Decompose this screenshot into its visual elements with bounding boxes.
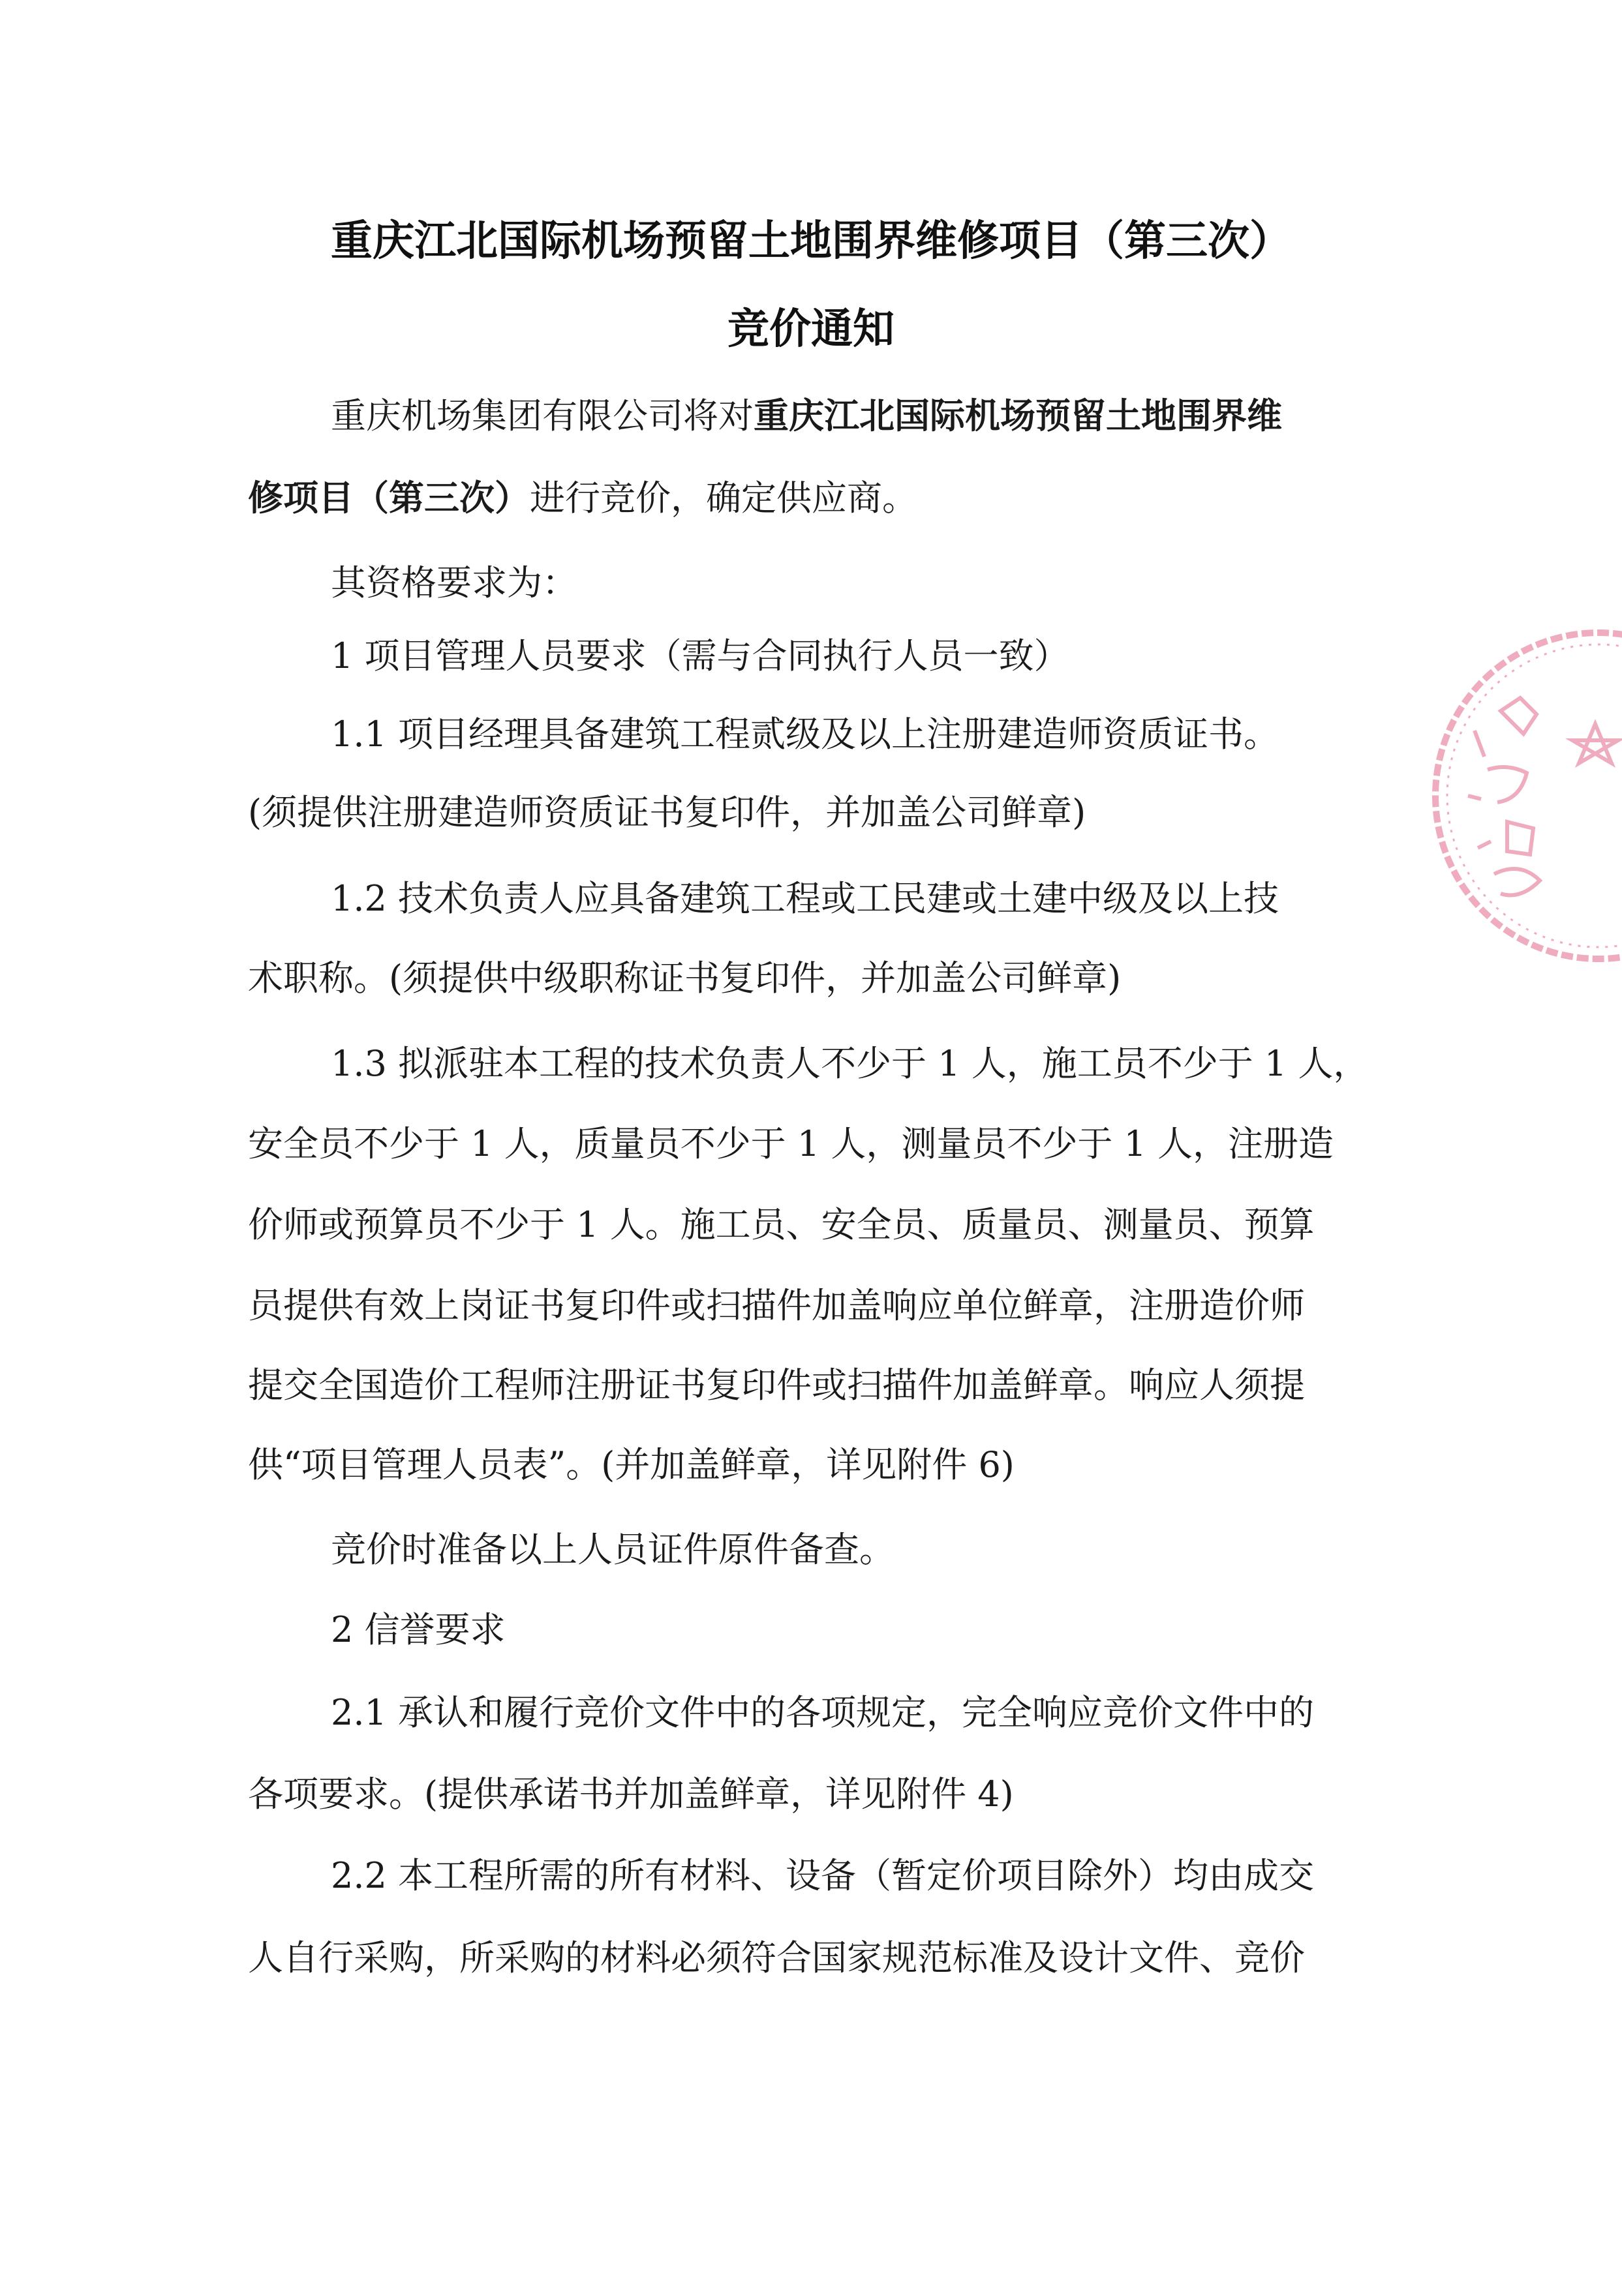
item-2-2-line2: 人自行采购，所采购的材料必须符合国家规范标准及设计文件、竞价 <box>248 1937 1305 1978</box>
company-seal-stamp <box>1429 626 1622 965</box>
item-2-1-line2: 各项要求。(提供承诺书并加盖鲜章，详见附件 4) <box>248 1774 1014 1815</box>
intro-suffix: 进行竞价，确定供应商。 <box>530 477 917 519</box>
item-1-1-line1: 1.1 项目经理具备建筑工程贰级及以上注册建造师资质证书。 <box>331 714 1279 755</box>
item-1-3-line5: 提交全国造价工程师注册证书复印件或扫描件加盖鲜章。响应人须提 <box>248 1365 1305 1406</box>
section1-heading: 1 项目管理人员要求（需与合同执行人员一致） <box>331 635 1069 676</box>
item-1-3-line6: 供“项目管理人员表”。(并加盖鲜章，详见附件 6) <box>248 1444 1015 1485</box>
originals-note: 竞价时准备以上人员证件原件备查。 <box>331 1529 895 1570</box>
item-2-2-line1: 2.2 本工程所需的所有材料、设备（暂定价项目除外）均由成交 <box>331 1855 1315 1896</box>
item-1-1-line2: (须提供注册建造师资质证书复印件，并加盖公司鲜章) <box>248 792 1086 833</box>
intro-paragraph-line2 <box>248 475 1383 522</box>
intro-paragraph-line1 <box>331 393 1381 440</box>
intro-project-name-part2: 修项目（第三次） <box>248 477 530 519</box>
intro-prefix: 重庆机场集团有限公司将对 <box>331 395 754 436</box>
document-title-line1: 重庆江北国际机场预留土地围界维修项目（第三次） <box>331 217 1291 265</box>
item-1-3-line2: 安全员不少于 1 人，质量员不少于 1 人，测量员不少于 1 人，注册造 <box>248 1123 1334 1164</box>
item-1-3-line3: 价师或预算员不少于 1 人。施工员、安全员、质量员、测量员、预算 <box>248 1204 1315 1245</box>
item-2-1-line1: 2.1 承认和履行竞价文件中的各项规定，完全响应竞价文件中的 <box>331 1692 1315 1733</box>
document-title-line2: 竞价通知 <box>727 305 895 354</box>
item-1-3-line1: 1.3 拟派驻本工程的技术负责人不少于 1 人，施工员不少于 1 人， <box>331 1043 1369 1084</box>
qualification-heading: 其资格要求为： <box>331 562 577 603</box>
item-1-2-line1: 1.2 技术负责人应具备建筑工程或工民建或土建中级及以上技 <box>331 878 1279 919</box>
item-1-3-line4: 员提供有效上岗证书复印件或扫描件加盖响应单位鲜章，注册造价师 <box>248 1285 1305 1326</box>
item-1-2-line2: 术职称。(须提供中级职称证书复印件，并加盖公司鲜章) <box>248 958 1122 999</box>
intro-project-name-part1: 重庆江北国际机场预留土地围界维 <box>754 395 1282 436</box>
section2-heading: 2 信誉要求 <box>331 1609 506 1650</box>
